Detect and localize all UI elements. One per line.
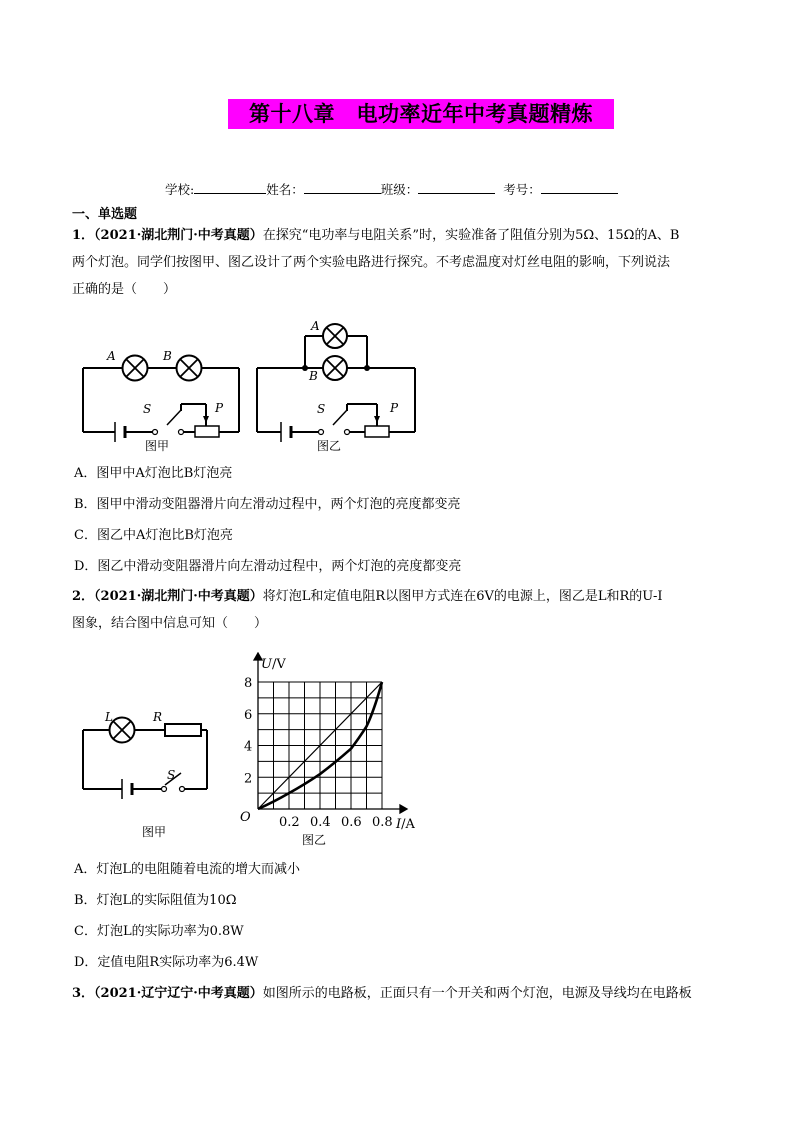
- label-lamp-a-2: A: [311, 319, 320, 333]
- q2-source: （2021·湖北荆门·中考真题）: [94, 589, 263, 604]
- label-lamp-l: L: [105, 710, 113, 724]
- y-tick-label: 8: [244, 676, 253, 691]
- q2-option-d[interactable]: D．定值电阻R实际功率为6.4W: [74, 955, 259, 970]
- exam-no-field[interactable]: [541, 180, 618, 194]
- label-switch-s-3: S: [167, 768, 176, 782]
- label-lamp-b: B: [163, 349, 172, 363]
- x-tick-label: 0.4: [310, 815, 331, 830]
- q1-option-d[interactable]: D．图乙中滑动变阻器滑片向左滑动过程中，两个灯泡的亮度都变亮: [74, 559, 462, 574]
- q1-line-1: 1．（2021·湖北荆门·中考真题）在探究“电功率与电阻关系”时，实验准备了阻值分别为5Ω、15Ω的A、B: [72, 228, 680, 243]
- x-tick-label: 0.6: [341, 815, 362, 830]
- class-field[interactable]: [418, 180, 495, 194]
- y-tick-label: 4: [244, 739, 253, 755]
- q2-fig-b-caption: 图乙: [302, 833, 327, 847]
- q2-line-2: 图象，结合图中信息可知（ ）: [72, 616, 268, 631]
- q2-fig-a-caption: 图甲: [142, 825, 167, 839]
- exam-no-label: 考号：: [503, 182, 541, 197]
- q1-source: （2021·湖北荆门·中考真题）: [94, 228, 263, 243]
- q2-ui-graph: [236, 652, 426, 848]
- q2-option-a[interactable]: A．灯泡L的电阻随着电流的增大而减小: [74, 862, 301, 877]
- name-label: 姓名：: [266, 182, 304, 197]
- label-lamp-b-2: B: [309, 369, 318, 383]
- label-slider-p: P: [215, 401, 224, 415]
- x-axis-label: I/A: [396, 817, 415, 832]
- school-label: 学校:: [165, 182, 195, 197]
- q1-fig-b-caption: 图乙: [317, 439, 342, 453]
- school-field[interactable]: [194, 180, 266, 194]
- q3-source: （2021·辽宁辽宁·中考真题）: [94, 986, 263, 1001]
- x-axis-arrow: [400, 805, 407, 813]
- question-3-stem: [72, 980, 727, 1007]
- x-tick-label: 0.8: [372, 815, 393, 830]
- q2-line-1: 2．（2021·湖北荆门·中考真题）将灯泡L和定值电阻R以图甲方式连在6V的电源上，图乙是L和R的U-I: [72, 589, 663, 604]
- y-axis-label: U/V: [261, 657, 286, 672]
- question-1-stem: [72, 222, 727, 303]
- label-switch-s-2: S: [317, 402, 326, 416]
- q1-line-3: 正确的是（ ）: [72, 282, 177, 297]
- label-switch-s: S: [143, 402, 152, 416]
- q1-line-2: 两个灯泡。同学们按图甲、图乙设计了两个实验电路进行探究。不考虑温度对灯丝电阻的影响，下列说法: [72, 255, 671, 270]
- q2-option-b[interactable]: B．灯泡L的实际阻值为10Ω: [74, 893, 237, 908]
- student-info-line: [165, 180, 618, 198]
- q2-circuit-figure: [75, 705, 215, 840]
- page-title: 第十八章 电功率近年中考真题精炼: [228, 99, 614, 129]
- section-title: 一、单选题: [72, 207, 138, 222]
- label-lamp-a: A: [107, 349, 116, 363]
- y-tick-label: 2: [244, 771, 253, 787]
- q3-line-1: 3．（2021·辽宁辽宁·中考真题）如图所示的电路板，正面只有一个开关和两个灯泡，电源及导线均在电路板: [72, 986, 692, 1001]
- origin-label: O: [240, 810, 251, 825]
- label-slider-p-2: P: [390, 401, 399, 415]
- label-resistor-r: R: [153, 710, 163, 724]
- name-field[interactable]: [304, 180, 381, 194]
- q1-option-b[interactable]: B．图甲中滑动变阻器滑片向左滑动过程中，两个灯泡的亮度都变亮: [74, 497, 461, 512]
- question-2-stem: [72, 583, 727, 637]
- q1-fig-a-caption: 图甲: [145, 439, 170, 453]
- q1-option-c[interactable]: C．图乙中A灯泡比B灯泡亮: [74, 528, 233, 543]
- q1-circuit-figures: [75, 316, 425, 456]
- x-tick-label: 0.2: [279, 815, 300, 830]
- q1-option-a[interactable]: A．图甲中A灯泡比B灯泡亮: [74, 466, 233, 481]
- q2-option-c[interactable]: C．灯泡L的实际功率为0.8W: [74, 924, 244, 939]
- class-label: 班级：: [380, 182, 419, 197]
- y-tick-label: 6: [244, 707, 253, 723]
